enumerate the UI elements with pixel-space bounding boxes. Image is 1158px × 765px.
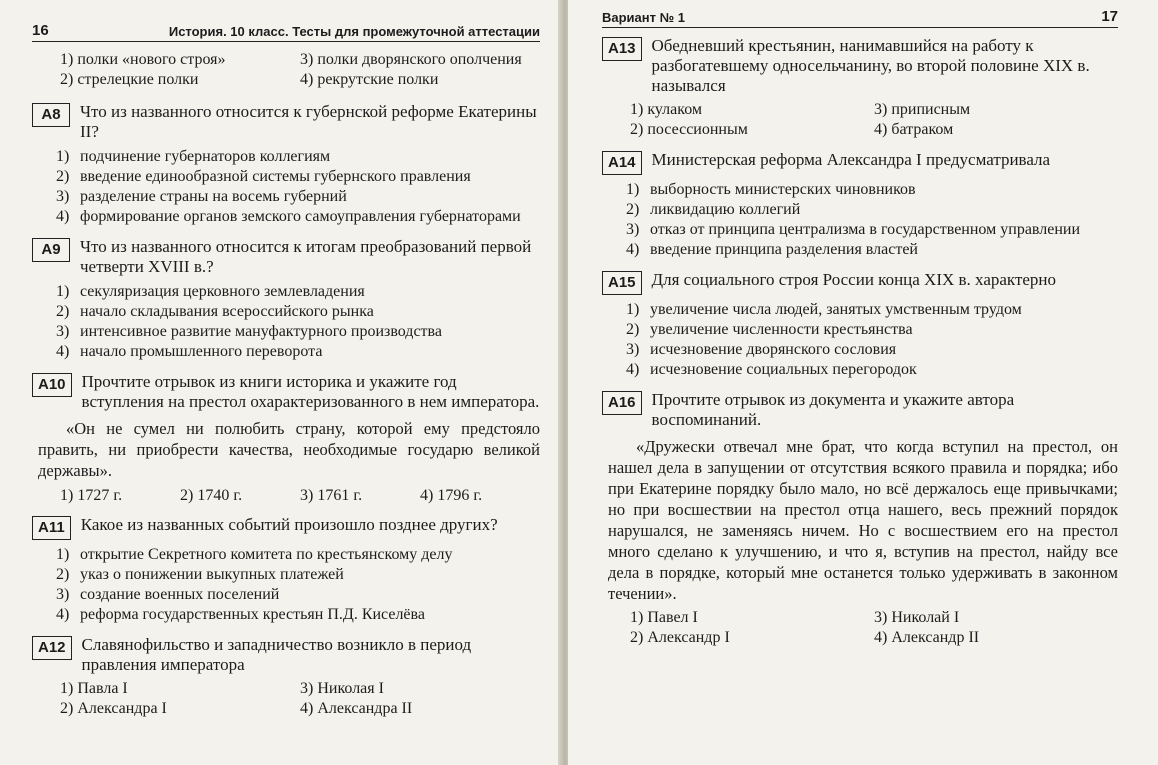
question-text: Для социального строя России конца XIX в. характерно <box>651 270 1057 289</box>
answer-option: 2) указ о понижении выкупных платежей <box>56 566 344 583</box>
top-option: 2) стрелецкие полки <box>60 71 199 88</box>
answer-option: 4) формирование органов земского самоуправления губернаторами <box>56 208 521 225</box>
question-a15 <box>602 270 1118 380</box>
left-page-number: 16 <box>32 22 49 39</box>
answer-option: 4) 1796 г. <box>420 487 483 504</box>
answer-option: 3) разделение страны на восемь губерний <box>56 188 347 205</box>
left-header <box>32 22 540 42</box>
answer-option: 4) батраком <box>874 121 954 138</box>
question-text: Министерская реформа Александра I предусматривала <box>651 150 1051 169</box>
answer-option: 3) создание военных поселений <box>56 586 280 603</box>
question-text: Прочтите отрывок из документа и укажите автора воспоминаний. <box>651 390 1015 429</box>
right-header-title: Вариант № 1 <box>602 10 685 25</box>
answer-option: 3) интенсивное развитие мануфактурного производства <box>56 323 442 340</box>
question-label: А15 <box>602 271 642 295</box>
answer-option: 2) Александра I <box>60 700 167 717</box>
answer-options-grid <box>630 608 1118 648</box>
question-text: Прочтите отрывок из книги историка и укажите год вступления на престол охарактеризованного в нем императора. <box>81 372 540 411</box>
answer-option: 4) начало промышленного переворота <box>56 343 323 360</box>
quote-text: «Он не сумел ни полюбить страну, которой ему предстояло править, ни приобрести качества, необходимые государю великой державы». <box>38 419 540 480</box>
answer-options-row <box>60 487 540 505</box>
answer-option: 2) ликвидацию коллегий <box>626 201 801 218</box>
question-label: А13 <box>602 37 642 61</box>
answer-option: 1) кулаком <box>630 101 703 118</box>
question-a11 <box>32 515 540 625</box>
question-label: А10 <box>32 373 72 397</box>
answer-option: 3) 1761 г. <box>300 487 363 504</box>
right-header <box>602 8 1118 28</box>
question-a9 <box>32 237 540 362</box>
answer-option: 2) посессионным <box>630 121 748 138</box>
question-text: Славянофильство и западничество возникло в период правления императора <box>81 635 472 674</box>
answer-option: 2) Александр I <box>630 629 730 646</box>
left-header-title: История. 10 класс. Тесты для промежуточной аттестации <box>168 24 540 39</box>
answer-option: 1) 1727 г. <box>60 487 123 504</box>
top-option: 3) полки дворянского ополчения <box>300 51 522 68</box>
question-text: Что из названного относится к итогам преобразований первой четверти XVIII в.? <box>80 237 532 276</box>
top-options <box>60 50 540 90</box>
answer-option: 4) Александра II <box>300 700 413 717</box>
question-label: А8 <box>32 103 70 127</box>
answer-option: 2) начало складывания всероссийского рынка <box>56 303 374 320</box>
question-label: А12 <box>32 636 72 660</box>
question-a12 <box>32 635 540 719</box>
answer-option: 1) открытие Секретного комитета по крестьянскому делу <box>56 546 453 563</box>
answer-option: 4) реформа государственных крестьян П.Д. Киселёва <box>56 606 425 623</box>
answer-option: 1) выборность министерских чиновников <box>626 181 916 198</box>
question-label: А11 <box>32 516 71 540</box>
answer-option: 1) Павла I <box>60 680 128 697</box>
answer-option: 2) 1740 г. <box>180 487 243 504</box>
answer-option: 3) Николая I <box>300 680 384 697</box>
top-option: 4) рекрутские полки <box>300 71 439 88</box>
answer-option: 3) приписным <box>874 101 971 118</box>
question-a13 <box>602 36 1118 140</box>
top-option: 1) полки «нового строя» <box>60 51 226 68</box>
question-a8 <box>32 102 540 227</box>
quote-text: «Дружески отвечал мне брат, что когда вступил на престол, он нашел дела в запущении от отсутствия всякого правила и порядка; ибо при Екатерине порядку было мало, но всё держалось еще привычками; но при восшествии на престол отца нашего, весь прежний порядок нарушался, не заменяясь ничем. Но с восшествием его на престол много сделано к улучшению, и что я, вступив на престол, найду все дела в порядке, который мне останется только удерживать в законном течении». <box>608 437 1118 603</box>
question-label: А9 <box>32 238 70 262</box>
answer-option: 1) Павел I <box>630 609 698 626</box>
question-a16 <box>602 390 1118 648</box>
answer-option: 1) увеличение числа людей, занятых умственным трудом <box>626 301 1022 318</box>
question-text: Какое из названных событий произошло позднее других? <box>80 515 498 534</box>
answer-option: 4) исчезновение социальных перегородок <box>626 361 917 378</box>
question-label: А14 <box>602 151 642 175</box>
right-page <box>568 0 1158 765</box>
answer-option: 1) секуляризация церковного землевладения <box>56 283 365 300</box>
answer-option: 3) отказ от принципа централизма в государственном управлении <box>626 221 1081 238</box>
question-a14 <box>602 150 1118 260</box>
answer-option: 3) Николай I <box>874 609 960 626</box>
answer-option: 4) введение принципа разделения властей <box>626 241 918 258</box>
question-text: Обедневший крестьянин, нанимавшийся на работу к разбогатевшему односельчанину, во второй половине XIX в. назывался <box>651 36 1090 95</box>
answer-option: 3) исчезновение дворянского сословия <box>626 341 897 358</box>
left-page <box>0 0 560 765</box>
answer-options-grid <box>630 100 1118 140</box>
question-text: Что из названного относится к губернской реформе Екатерины II? <box>80 102 537 141</box>
answer-option: 2) введение единообразной системы губернского правления <box>56 168 471 185</box>
answer-option: 1) подчинение губернаторов коллегиям <box>56 148 331 165</box>
right-page-number: 17 <box>1101 8 1118 25</box>
question-label: А16 <box>602 391 642 415</box>
answer-option: 2) увеличение численности крестьянства <box>626 321 913 338</box>
question-a10 <box>32 372 540 505</box>
answer-options-grid <box>60 679 540 719</box>
answer-option: 4) Александр II <box>874 629 980 646</box>
